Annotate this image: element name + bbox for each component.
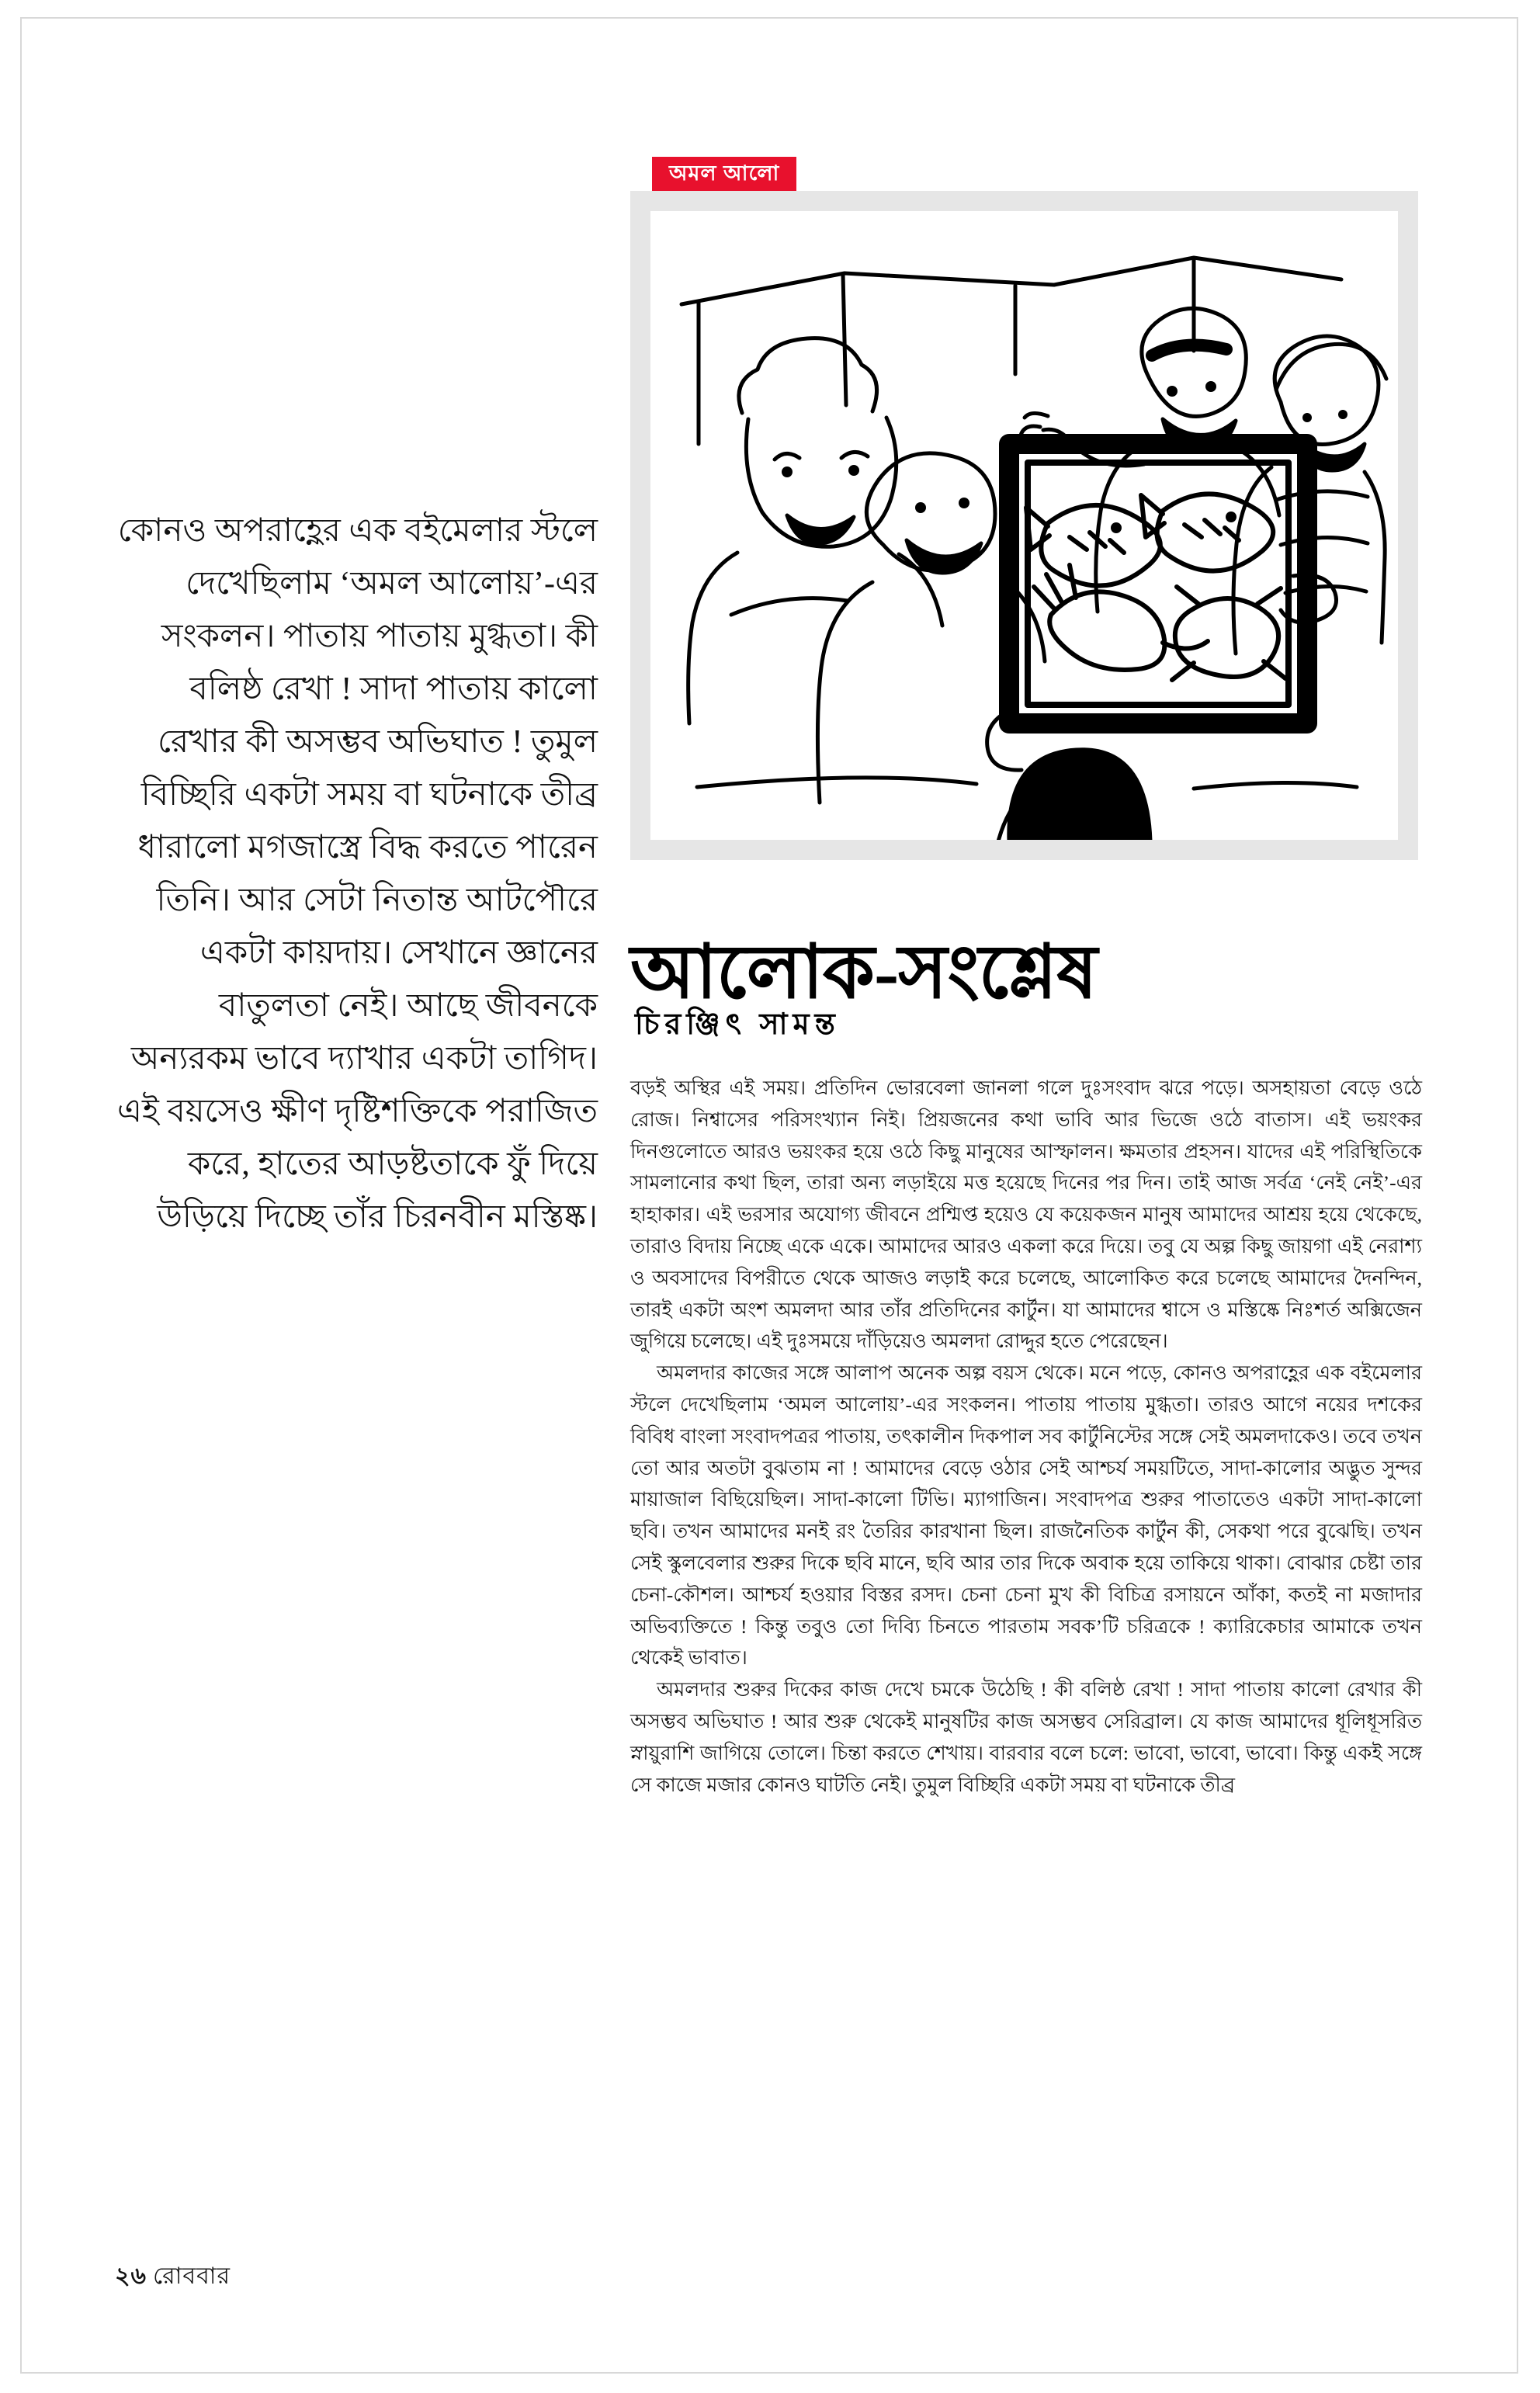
body-paragraph: বড়ই অস্থির এই সময়। প্রতিদিন ভোরবেলা জানলা গলে দুঃসংবাদ ঝরে পড়ে। অসহায়তা বেড়ে ওঠে রোজ। নিশ্বাসের পরিসংখ্যান নিই। প্রিয়জনের কথা ভাবি আর ভিজে ওঠে বাতাস। এই ভয়ংকর দিনগুলোতে আরও ভয়ংকর হয়ে ওঠে কিছু মানুষের আস্ফালন। ক্ষমতার প্রহসন। যাদের এই পরিস্থিতিকে সামলানোর কথা ছিল, তারা অন্য লড়াইয়ে মত্ত হয়েছে দিনের পর দিন। তাই আজ সর্বত্র ‘নেই নেই’-এর হাহাকার। এই ভরসার অযোগ্য জীবনে প্রশ্মিপ্ত হয়েও যে কয়েকজন মানুষ আমাদের আশ্রয় হয়ে থেকেছে, তারাও বিদায় নিচ্ছে একে একে। আমাদের আরও একলা করে দিয়ে। তবু যে অল্প কিছু জায়গা এই নেরাশ্য ও অবসাদের বিপরীতে থেকে আজও লড়াই করে চলেছে, আলোকিত করে চলেছে আমাদের দৈনন্দিন, তারই একটা অংশ অমলদা আর তাঁর প্রতিদিনের কার্টুন। যা আমাদের শ্বাসে ও মস্তিষ্কে নিঃশর্ত অক্সিজেন জুগিয়ে চলেছে। এই দুঃসময়ে দাঁড়িয়েও অমলদা রোদ্দুর হতে পেরেছেন। — [630, 1077, 1422, 1353]
folio-page-number: ২৬ — [115, 2263, 147, 2289]
section-kicker: অমল আলো — [652, 157, 796, 192]
body-paragraph: অমলদার কাজের সঙ্গে আলাপ অনেক অল্প বয়স থেকে। মনে পড়ে, কোনও অপরাহ্ণের এক বইমেলার স্টলে দেখেছিলাম ‘অমল আলোয়’-এর সংকলন। পাতায় পাতায় মুগ্ধতা। তারও আগে নয়ের দশকের বিবিধ বাংলা সংবাদপত্রর পাতায়, তৎকালীন দিকপাল সব কার্টুনিস্টের সঙ্গে সেই অমলদাকেও। তবে তখন তো আর অতটা বুঝতাম না ! আমাদের বেড়ে ওঠার সেই আশ্চর্য সময়টিতে, সাদা-কালোর অদ্ভুত সুন্দর মায়াজাল বিছিয়েছিল। সাদা-কালো টিভি। ম্যাগাজিন। সংবাদপত্র শুরুর পাতাতেও একটা সাদা-কালো ছবি। তখন আমাদের মনই রং তৈরির কারখানা ছিল। রাজনৈতিক কার্টুন কী, সেকথা পরে বুঝেছি। তখন সেই স্কুলবেলার শুরুর দিকে ছবি মানে, ছবি আর তার দিকে অবাক হয়ে তাকিয়ে থাকা। বোঝার চেষ্টা তার চেনা-কৌশল। আশ্চর্য হওয়ার বিস্তর রসদ। চেনা চেনা মুখ কী বিচিত্র রসায়নে আঁকা, কতই না মজাদার অভিব্যক্তিতে ! কিন্তু তবুও তো দিব্যি চিনতে পারতাম সবক’টি চরিত্রকে ! ক্যারিকেচার আমাকে তখন থেকেই ভাবাত। — [630, 1361, 1422, 1670]
folio-magazine-name: রোববার — [153, 2263, 231, 2289]
cartoon-illustration-people-around-fish-painting — [650, 211, 1398, 840]
article-body — [630, 1073, 1422, 1801]
article-headline: আলোক-সংশ্লেষ — [630, 931, 1097, 1014]
illustration-canvas — [650, 211, 1398, 840]
article-byline: চিরঞ্জিৎ সামন্ত — [635, 1008, 841, 1041]
page-folio — [115, 2257, 231, 2297]
body-paragraph: অমলদার শুরুর দিকের কাজ দেখে চমকে উঠেছি ! কী বলিষ্ঠ রেখা ! সাদা পাতায় কালো রেখার কী অসম্ভব অভিঘাত ! আর শুরু থেকেই মানুষটির কাজ অসম্ভব সেরিব্রাল। যে কাজ আমাদের ধূলিধূসরিত স্নায়ুরাশি জাগিয়ে তোলে। চিন্তা করতে শেখায়। বারবার বলে চলে: ভাবো, ভাবো, ভাবো। কিন্তু একই সঙ্গে সে কাজে মজার কোনও ঘাটতি নেই। তুমুল বিচ্ছিরি একটা সময় বা ঘটনাকে তীব্র — [630, 1678, 1422, 1796]
article-standfirst: কোনও অপরাহ্ণের এক বইমেলার স্টলে দেখেছিলাম ‘অমল আলোয়’-এর সংকলন। পাতায় পাতায় মুগ্ধতা। কী বলিষ্ঠ রেখা ! সাদা পাতায় কালো রেখার কী অসম্ভব অভিঘাত ! তুমুল বিচ্ছিরি একটা সময় বা ঘটনাকে তীব্র ধারালো মগজাস্ত্রে বিদ্ধ করতে পারেন তিনি। আর সেটা নিতান্ত আটপৌরে একটা কায়দায়। সেখানে জ্ঞানের বাতুলতা নেই। আছে জীবনকে অন্যরকম ভাবে দ্যাখার একটা তাগিদ। এই বয়সেও ক্ষীণ দৃষ্টিশক্তিকে পরাজিত করে, হাতের আড়ষ্টতাকে ফুঁ দিয়ে উড়িয়ে দিচ্ছে তাঁর চিরনবীন মস্তিষ্ক। — [117, 513, 598, 1236]
article-illustration — [630, 191, 1418, 860]
